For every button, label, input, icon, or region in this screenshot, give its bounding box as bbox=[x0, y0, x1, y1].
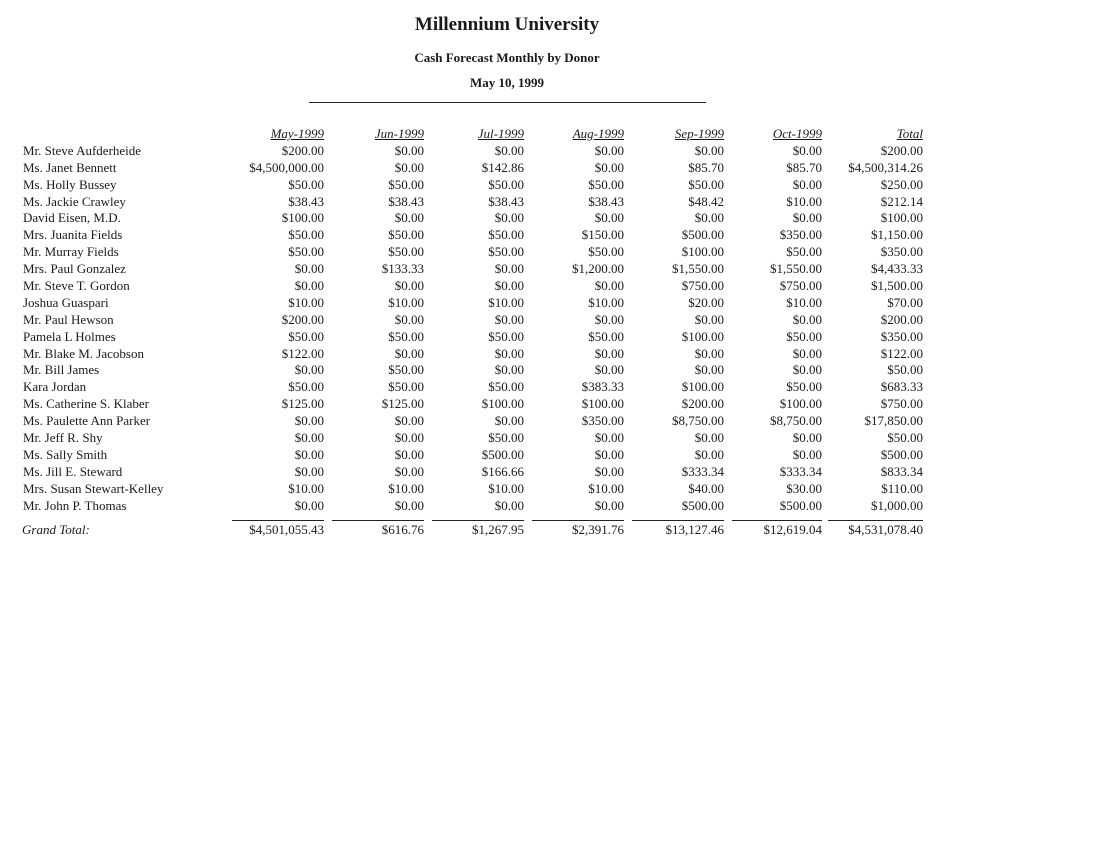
amount-aug: $100.00 bbox=[581, 396, 624, 412]
amount-aug: $0.00 bbox=[594, 446, 624, 462]
amount-sep: $0.00 bbox=[694, 446, 724, 462]
amount-jul: $50.00 bbox=[488, 379, 524, 395]
table-row bbox=[0, 396, 1100, 413]
grand-total-sep: $13,127.46 bbox=[665, 522, 724, 537]
amount-total: $683.33 bbox=[880, 379, 923, 395]
amount-oct: $50.00 bbox=[786, 379, 822, 395]
amount-total: $50.00 bbox=[887, 362, 923, 378]
amount-jun: $38.43 bbox=[388, 193, 424, 209]
amount-oct: $85.70 bbox=[786, 159, 822, 175]
amount-jun: $0.00 bbox=[394, 430, 424, 446]
amount-may: $0.00 bbox=[294, 430, 324, 446]
amount-sep: $100.00 bbox=[681, 244, 724, 260]
table-row bbox=[0, 194, 1100, 211]
donor-name: Ms. Catherine S. Klaber bbox=[23, 396, 150, 412]
amount-jul: $50.00 bbox=[488, 176, 524, 192]
column-header-may: May-1999 bbox=[270, 126, 324, 141]
amount-total: $200.00 bbox=[880, 142, 923, 158]
amount-may: $100.00 bbox=[281, 210, 324, 226]
amount-may: $0.00 bbox=[294, 497, 324, 513]
amount-sep: $40.00 bbox=[688, 480, 724, 496]
amount-jun: $0.00 bbox=[394, 497, 424, 513]
amount-aug: $10.00 bbox=[588, 294, 624, 310]
table-row bbox=[0, 143, 1100, 160]
donor-name: Kara Jordan bbox=[23, 379, 87, 395]
amount-oct: $0.00 bbox=[792, 311, 822, 327]
amount-oct: $50.00 bbox=[786, 328, 822, 344]
amount-oct: $0.00 bbox=[792, 176, 822, 192]
amount-jun: $0.00 bbox=[394, 278, 424, 294]
amount-total: $350.00 bbox=[880, 328, 923, 344]
amount-may: $50.00 bbox=[288, 379, 324, 395]
amount-sep: $20.00 bbox=[688, 294, 724, 310]
amount-aug: $0.00 bbox=[594, 159, 624, 175]
table-row bbox=[0, 447, 1100, 464]
amount-may: $10.00 bbox=[288, 294, 324, 310]
amount-jul: $0.00 bbox=[494, 362, 524, 378]
donor-name: Joshua Guaspari bbox=[23, 294, 109, 310]
table-row bbox=[0, 329, 1100, 346]
column-header-total: Total bbox=[896, 126, 923, 141]
amount-total: $1,000.00 bbox=[871, 497, 923, 513]
amount-oct: $30.00 bbox=[786, 480, 822, 496]
grand-total-oct: $12,619.04 bbox=[763, 522, 822, 537]
amount-oct: $10.00 bbox=[786, 193, 822, 209]
amount-aug: $0.00 bbox=[594, 463, 624, 479]
amount-jul: $100.00 bbox=[481, 396, 524, 412]
amount-sep: $200.00 bbox=[681, 396, 724, 412]
grand-total-jul: $1,267.95 bbox=[472, 522, 524, 537]
amount-aug: $50.00 bbox=[588, 176, 624, 192]
amount-may: $0.00 bbox=[294, 261, 324, 277]
donor-name: Ms. Paulette Ann Parker bbox=[23, 413, 151, 429]
amount-jul: $50.00 bbox=[488, 430, 524, 446]
donor-name: Mrs. Juanita Fields bbox=[23, 227, 123, 243]
amount-oct: $8,750.00 bbox=[770, 413, 822, 429]
header-divider bbox=[309, 102, 706, 103]
amount-oct: $10.00 bbox=[786, 294, 822, 310]
column-header-sep: Sep-1999 bbox=[674, 126, 724, 141]
amount-may: $50.00 bbox=[288, 227, 324, 243]
total-rule bbox=[232, 520, 324, 521]
amount-may: $122.00 bbox=[281, 345, 324, 361]
amount-jun: $50.00 bbox=[388, 328, 424, 344]
donor-name: Mr. Blake M. Jacobson bbox=[23, 345, 144, 361]
amount-may: $0.00 bbox=[294, 278, 324, 294]
donor-name: Ms. Jackie Crawley bbox=[23, 193, 126, 209]
amount-sep: $100.00 bbox=[681, 379, 724, 395]
table-row bbox=[0, 244, 1100, 261]
amount-may: $200.00 bbox=[281, 142, 324, 158]
donor-name: Mrs. Paul Gonzalez bbox=[23, 261, 126, 277]
amount-sep: $50.00 bbox=[688, 176, 724, 192]
donor-name: Mr. Paul Hewson bbox=[23, 311, 114, 327]
column-header-aug: Aug-1999 bbox=[572, 126, 624, 141]
amount-may: $38.43 bbox=[288, 193, 324, 209]
amount-jul: $38.43 bbox=[488, 193, 524, 209]
donor-name: Mr. Steve T. Gordon bbox=[23, 278, 130, 294]
amount-jul: $0.00 bbox=[494, 278, 524, 294]
amount-total: $122.00 bbox=[880, 345, 923, 361]
amount-aug: $0.00 bbox=[594, 142, 624, 158]
amount-jun: $0.00 bbox=[394, 413, 424, 429]
amount-sep: $0.00 bbox=[694, 362, 724, 378]
amount-jul: $0.00 bbox=[494, 261, 524, 277]
amount-may: $0.00 bbox=[294, 463, 324, 479]
amount-sep: $0.00 bbox=[694, 345, 724, 361]
report-title: Millennium University bbox=[414, 14, 600, 35]
column-header-oct: Oct-1999 bbox=[772, 126, 822, 141]
donor-rows bbox=[0, 143, 1100, 515]
total-rule bbox=[828, 520, 923, 521]
amount-jun: $0.00 bbox=[394, 345, 424, 361]
amount-total: $500.00 bbox=[880, 446, 923, 462]
report-subtitle: Cash Forecast Monthly by Donor bbox=[414, 50, 600, 65]
amount-aug: $10.00 bbox=[588, 480, 624, 496]
donor-name: Mr. Jeff R. Shy bbox=[23, 430, 103, 446]
report-date: May 10, 1999 bbox=[469, 75, 545, 90]
table-row bbox=[0, 413, 1100, 430]
donor-name: David Eisen, M.D. bbox=[23, 210, 121, 226]
amount-aug: $0.00 bbox=[594, 362, 624, 378]
amount-aug: $1,200.00 bbox=[572, 261, 624, 277]
amount-oct: $0.00 bbox=[792, 430, 822, 446]
table-row bbox=[0, 379, 1100, 396]
amount-sep: $48.42 bbox=[688, 193, 724, 209]
amount-sep: $85.70 bbox=[688, 159, 724, 175]
amount-jun: $50.00 bbox=[388, 176, 424, 192]
amount-sep: $750.00 bbox=[681, 278, 724, 294]
amount-sep: $8,750.00 bbox=[672, 413, 724, 429]
amount-aug: $50.00 bbox=[588, 244, 624, 260]
table-row bbox=[0, 227, 1100, 244]
amount-total: $250.00 bbox=[880, 176, 923, 192]
table-row bbox=[0, 430, 1100, 447]
amount-aug: $0.00 bbox=[594, 311, 624, 327]
table-row bbox=[0, 464, 1100, 481]
amount-total: $212.14 bbox=[880, 193, 923, 209]
grand-total-aug: $2,391.76 bbox=[572, 522, 624, 537]
total-rule bbox=[432, 520, 524, 521]
donor-name: Mrs. Susan Stewart-Kelley bbox=[23, 480, 164, 496]
table-row bbox=[0, 261, 1100, 278]
amount-jul: $0.00 bbox=[494, 413, 524, 429]
amount-total: $50.00 bbox=[887, 430, 923, 446]
amount-jun: $0.00 bbox=[394, 210, 424, 226]
amount-oct: $0.00 bbox=[792, 210, 822, 226]
column-header-jul: Jul-1999 bbox=[477, 126, 524, 141]
amount-aug: $383.33 bbox=[581, 379, 624, 395]
amount-total: $100.00 bbox=[880, 210, 923, 226]
grand-total-total: $4,531,078.40 bbox=[848, 522, 923, 537]
amount-jun: $0.00 bbox=[394, 463, 424, 479]
amount-sep: $333.34 bbox=[681, 463, 724, 479]
amount-oct: $500.00 bbox=[779, 497, 822, 513]
amount-jul: $50.00 bbox=[488, 244, 524, 260]
amount-jun: $0.00 bbox=[394, 142, 424, 158]
donor-name: Ms. Jill E. Steward bbox=[23, 463, 123, 479]
amount-aug: $0.00 bbox=[594, 210, 624, 226]
table-row bbox=[0, 210, 1100, 227]
table-row bbox=[0, 481, 1100, 498]
amount-jul: $142.86 bbox=[481, 159, 524, 175]
amount-jul: $10.00 bbox=[488, 294, 524, 310]
amount-aug: $50.00 bbox=[588, 328, 624, 344]
amount-jun: $0.00 bbox=[394, 159, 424, 175]
amount-total: $17,850.00 bbox=[864, 413, 923, 429]
amount-jul: $166.66 bbox=[481, 463, 524, 479]
amount-jun: $125.00 bbox=[381, 396, 424, 412]
amount-jun: $50.00 bbox=[388, 362, 424, 378]
donor-name: Pamela L Holmes bbox=[23, 328, 116, 344]
amount-jun: $133.33 bbox=[381, 261, 424, 277]
amount-oct: $50.00 bbox=[786, 244, 822, 260]
amount-may: $0.00 bbox=[294, 362, 324, 378]
amount-jul: $0.00 bbox=[494, 345, 524, 361]
amount-may: $0.00 bbox=[294, 446, 324, 462]
donor-forecast-table bbox=[0, 126, 1100, 514]
amount-sep: $0.00 bbox=[694, 311, 724, 327]
amount-jul: $0.00 bbox=[494, 311, 524, 327]
amount-jul: $500.00 bbox=[481, 446, 524, 462]
amount-jun: $0.00 bbox=[394, 311, 424, 327]
amount-may: $50.00 bbox=[288, 244, 324, 260]
amount-sep: $500.00 bbox=[681, 227, 724, 243]
amount-jul: $50.00 bbox=[488, 328, 524, 344]
amount-jul: $10.00 bbox=[488, 480, 524, 496]
amount-aug: $0.00 bbox=[594, 345, 624, 361]
table-row bbox=[0, 160, 1100, 177]
amount-jun: $10.00 bbox=[388, 480, 424, 496]
amount-total: $70.00 bbox=[887, 294, 923, 310]
amount-aug: $0.00 bbox=[594, 497, 624, 513]
amount-aug: $38.43 bbox=[588, 193, 624, 209]
donor-name: Mr. Steve Aufderheide bbox=[23, 142, 142, 158]
donor-name: Ms. Janet Bennett bbox=[23, 159, 117, 175]
amount-aug: $0.00 bbox=[594, 278, 624, 294]
amount-oct: $0.00 bbox=[792, 345, 822, 361]
grand-total-may: $4,501,055.43 bbox=[249, 522, 324, 537]
amount-may: $10.00 bbox=[288, 480, 324, 496]
amount-sep: $1,550.00 bbox=[672, 261, 724, 277]
amount-oct: $0.00 bbox=[792, 446, 822, 462]
amount-sep: $0.00 bbox=[694, 430, 724, 446]
amount-aug: $150.00 bbox=[581, 227, 624, 243]
total-rule bbox=[332, 520, 424, 521]
amount-may: $50.00 bbox=[288, 176, 324, 192]
grand-total-label: Grand Total: bbox=[22, 522, 90, 537]
amount-sep: $500.00 bbox=[681, 497, 724, 513]
grand-total-jun: $616.76 bbox=[381, 522, 424, 537]
amount-sep: $0.00 bbox=[694, 210, 724, 226]
donor-name: Ms. Sally Smith bbox=[23, 446, 108, 462]
donor-name: Mr. John P. Thomas bbox=[23, 497, 127, 513]
donor-name: Ms. Holly Bussey bbox=[23, 176, 117, 192]
amount-jun: $50.00 bbox=[388, 244, 424, 260]
amount-may: $4,500,000.00 bbox=[249, 159, 324, 175]
amount-total: $200.00 bbox=[880, 311, 923, 327]
amount-sep: $100.00 bbox=[681, 328, 724, 344]
amount-oct: $333.34 bbox=[779, 463, 822, 479]
table-row bbox=[0, 346, 1100, 363]
total-rule bbox=[632, 520, 724, 521]
amount-oct: $750.00 bbox=[779, 278, 822, 294]
amount-oct: $1,550.00 bbox=[770, 261, 822, 277]
amount-total: $750.00 bbox=[880, 396, 923, 412]
amount-total: $350.00 bbox=[880, 244, 923, 260]
amount-jul: $0.00 bbox=[494, 142, 524, 158]
column-header-jun: Jun-1999 bbox=[374, 126, 424, 141]
donor-name: Mr. Bill James bbox=[23, 362, 100, 378]
amount-oct: $100.00 bbox=[779, 396, 822, 412]
amount-may: $0.00 bbox=[294, 413, 324, 429]
table-row bbox=[0, 278, 1100, 295]
amount-jul: $50.00 bbox=[488, 227, 524, 243]
amount-may: $200.00 bbox=[281, 311, 324, 327]
grand-total-row bbox=[0, 518, 1100, 538]
amount-total: $1,500.00 bbox=[871, 278, 923, 294]
amount-jul: $0.00 bbox=[494, 210, 524, 226]
column-header-row bbox=[0, 126, 1100, 143]
amount-may: $50.00 bbox=[288, 328, 324, 344]
table-row bbox=[0, 498, 1100, 515]
table-row bbox=[0, 312, 1100, 329]
amount-sep: $0.00 bbox=[694, 142, 724, 158]
amount-oct: $350.00 bbox=[779, 227, 822, 243]
table-row bbox=[0, 362, 1100, 379]
amount-jul: $0.00 bbox=[494, 497, 524, 513]
amount-oct: $0.00 bbox=[792, 362, 822, 378]
amount-total: $1,150.00 bbox=[871, 227, 923, 243]
total-rule bbox=[732, 520, 822, 521]
total-rule bbox=[532, 520, 624, 521]
amount-jun: $10.00 bbox=[388, 294, 424, 310]
amount-may: $125.00 bbox=[281, 396, 324, 412]
amount-oct: $0.00 bbox=[792, 142, 822, 158]
amount-total: $833.34 bbox=[880, 463, 923, 479]
table-row bbox=[0, 295, 1100, 312]
amount-total: $110.00 bbox=[881, 480, 923, 496]
amount-jun: $50.00 bbox=[388, 379, 424, 395]
amount-aug: $350.00 bbox=[581, 413, 624, 429]
amount-total: $4,433.33 bbox=[871, 261, 923, 277]
amount-jun: $0.00 bbox=[394, 446, 424, 462]
table-row bbox=[0, 177, 1100, 194]
amount-jun: $50.00 bbox=[388, 227, 424, 243]
amount-total: $4,500,314.26 bbox=[848, 159, 923, 175]
amount-aug: $0.00 bbox=[594, 430, 624, 446]
donor-name: Mr. Murray Fields bbox=[23, 244, 119, 260]
